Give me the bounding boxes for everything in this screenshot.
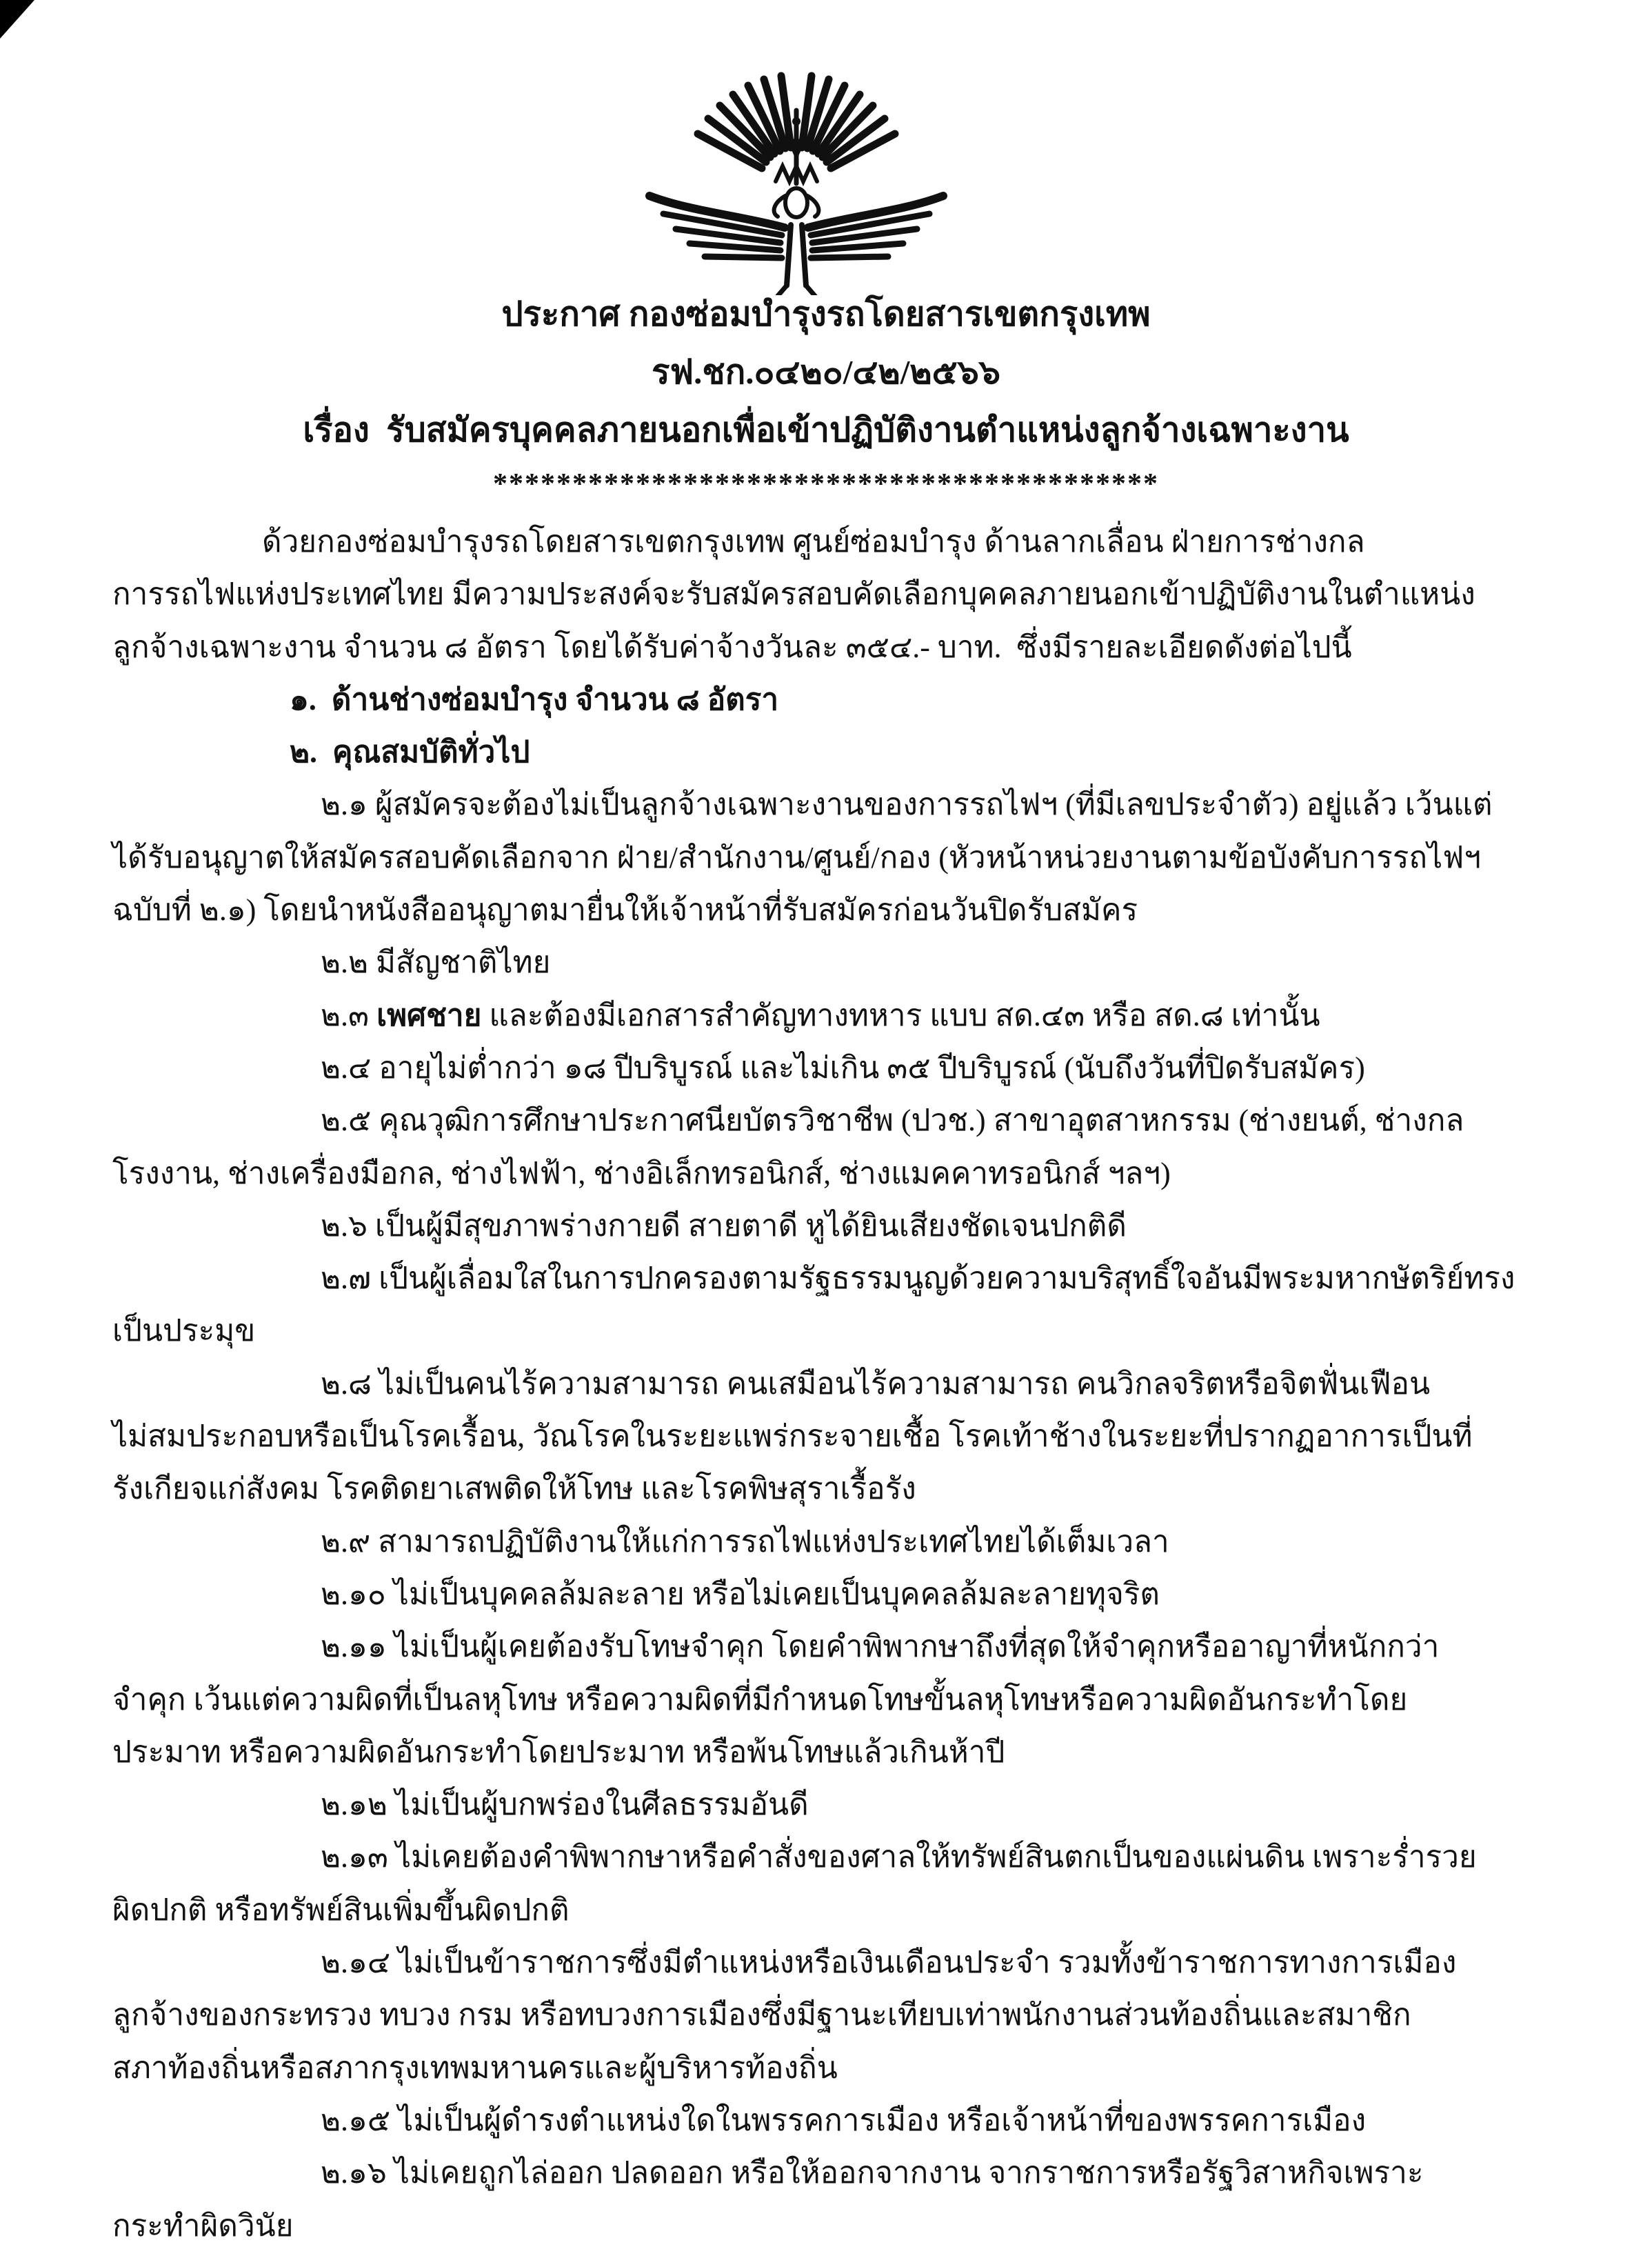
document-line: ๒.๓ เพศชาย และต้องมีเอกสารสำคัญทางทหาร แบบ สด.๔๓ หรือ สด.๘ เท่านั้น [321,998,1320,1032]
document-line: ประมาท หรือความผิดอันกระทำโดยประมาท หรือพ้นโทษแล้วเกินห้าปี [112,1735,1005,1769]
document-line: ได้รับอนุญาตให้สมัครสอบคัดเลือกจาก ฝ่าย/สำนักงาน/ศูนย์/กอง (หัวหน้าหน่วยงานตามข้อบังคับการรถไฟฯ [112,840,1482,875]
document-line: ๑. ด้านช่างซ่อมบำรุง จำนวน ๘ อัตรา [290,682,779,717]
document-line: ลูกจ้างเฉพาะงาน จำนวน ๘ อัตรา โดยได้รับค่าจ้างวันละ ๓๕๔.- บาท. ซึ่งมีรายละเอียดดังต่อไปนี้ [112,630,1352,664]
document-line: ๒.๑๐ ไม่เป็นบุคคลล้มละลาย หรือไม่เคยเป็นบุคคลล้มละลายทุจริต [321,1577,1160,1611]
state-railway-garuda-emblem-icon [634,68,958,295]
document-header [0,286,1652,509]
document-line: ๒.๔ อายุไม่ต่ำกว่า ๑๘ ปีบริบูรณ์ และไม่เกิน ๓๕ ปีบริบูรณ์ (นับถึงวันที่ปิดรับสมัคร) [321,1050,1365,1085]
document-line: ด้วยกองซ่อมบำรุงรถโดยสารเขตกรุงเทพ ศูนย์ซ่อมบำรุง ด้านลากเลื่อน ฝ่ายการช่างกล [262,525,1365,559]
document-line: กระทำผิดวินัย [112,2208,294,2243]
document-line: ๒.๙ สามารถปฏิบัติงานให้แก่การรถไฟแห่งประเทศไทยได้เต็มเวลา [321,1524,1169,1559]
document-line: ๒.๑๑ ไม่เป็นผู้เคยต้องรับโทษจำคุก โดยคำพิพากษาถึงที่สุดให้จำคุกหรืออาญาที่หนักกว่า [321,1630,1440,1664]
document-line: ๒.๕ คุณวุฒิการศึกษาประกาศนียบัตรวิชาชีพ (ปวช.) สาขาอุตสาหกรรม (ช่างยนต์, ช่างกล [321,1103,1464,1138]
scan-corner-artifact [0,0,34,39]
document-line: ๒.๗ เป็นผู้เลื่อมใสในการปกครองตามรัฐธรรมนูญด้วยความบริสุทธิ์ใจอันมีพระมหากษัตริย์ทรง [321,1261,1515,1296]
document-reference-number: รฟ.ชก.๐๔๒๐/๔๒/๒๕๖๖ [652,353,1000,391]
document-line: ๒.๑๓ ไม่เคยต้องคำพิพากษาหรือคำสั่งของศาลให้ทรัพย์สินตกเป็นของแผ่นดิน เพราะร่ำรวย [321,1840,1477,1875]
document-line: ๒.๑๖ ไม่เคยถูกไล่ออก ปลดออก หรือให้ออกจากงาน จากราชการหรือรัฐวิสาหกิจเพราะ [321,2156,1424,2190]
document-line: ฉบับที่ ๒.๑) โดยนำหนังสืออนุญาตมายื่นให้เจ้าหน้าที่รับสมัครก่อนวันปิดรับสมัคร [112,893,1138,928]
document-line: ๒.๑๕ ไม่เป็นผู้ดำรงตำแหน่งใดในพรรคการเมือง หรือเจ้าหน้าที่ของพรรคการเมือง [321,2103,1367,2137]
document-line: ๒.๒ มีสัญชาติไทย [321,946,551,980]
document-line: ๒.๑ ผู้สมัครจะต้องไม่เป็นลูกจ้างเฉพาะงานของการรถไฟฯ (ที่มีเลขประจำตัว) อยู่แล้ว เว้นแต่ [321,788,1493,822]
document-line: ผิดปกติ หรือทรัพย์สินเพิ่มขึ้นผิดปกติ [112,1892,570,1927]
document-line: ๒.๖ เป็นผู้มีสุขภาพร่างกายดี สายตาดี หูได้ยินเสียงชัดเจนปกติดี [321,1208,1127,1243]
document-line: โรงงาน, ช่างเครื่องมือกล, ช่างไฟฟ้า, ช่างอิเล็กทรอนิกส์, ช่างแมคคาทรอนิกส์ ฯลฯ) [112,1156,1171,1190]
document-line: เป็นประมุข [112,1314,256,1348]
document-line: ๒.๑๒ ไม่เป็นผู้บกพร่องในศีลธรรมอันดี [321,1788,809,1822]
document-line: ๒.๘ ไม่เป็นคนไร้ความสามารถ คนเสมือนไร้ความสามารถ คนวิกลจริตหรือจิตฟั่นเฟือน [321,1366,1431,1401]
document-line: ลูกจ้างของกระทรวง ทบวง กรม หรือทบวงการเมืองซึ่งมีฐานะเทียบเท่าพนักงานส่วนท้องถิ่นและสมาชิก [112,1998,1411,2032]
document-line: ไม่สมประกอบหรือเป็นโรคเรื้อน, วัณโรคในระยะแพร่กระจายเชื้อ โรคเท้าช้างในระยะที่ปรากฏอาการเป็นที่ [112,1419,1473,1454]
document-line: ๒. คุณสมบัติทั่วไป [290,735,530,770]
document-subject-line: เรื่อง รับสมัครบุคคลภายนอกเพื่อเข้าปฏิบัติงานตำแหน่งลูกจ้างเฉพาะงาน [303,411,1349,449]
document-line: ๒.๑๔ ไม่เป็นข้าราชการซึ่งมีตำแหน่งหรือเงินเดือนประจำ รวมทั้งข้าราชการทางการเมือง [321,1946,1457,1980]
document-line: รังเกียจแก่สังคม โรคติดยาเสพติดให้โทษ และโรคพิษสุราเรื้อรัง [112,1472,916,1506]
asterisk-divider: ****************************************** [493,468,1159,500]
document-line: สภาท้องถิ่นหรือสภากรุงเทพมหานครและผู้บริหารท้องถิ่น [112,2050,838,2085]
document-line: การรถไฟแห่งประเทศไทย มีความประสงค์จะรับสมัครสอบคัดเลือกบุคคลภายนอกเข้าปฏิบัติงานในตำแหน่ง [112,577,1475,612]
document-body [0,516,1652,2252]
document-line: จำคุก เว้นแต่ความผิดที่เป็นลหุโทษ หรือความผิดที่มีกำหนดโทษขั้นลหุโทษหรือความผิดอันกระทำโดย [112,1682,1408,1717]
announcement-org-title: ประกาศ กองซ่อมบำรุงรถโดยสารเขตกรุงเทพ [501,295,1151,333]
